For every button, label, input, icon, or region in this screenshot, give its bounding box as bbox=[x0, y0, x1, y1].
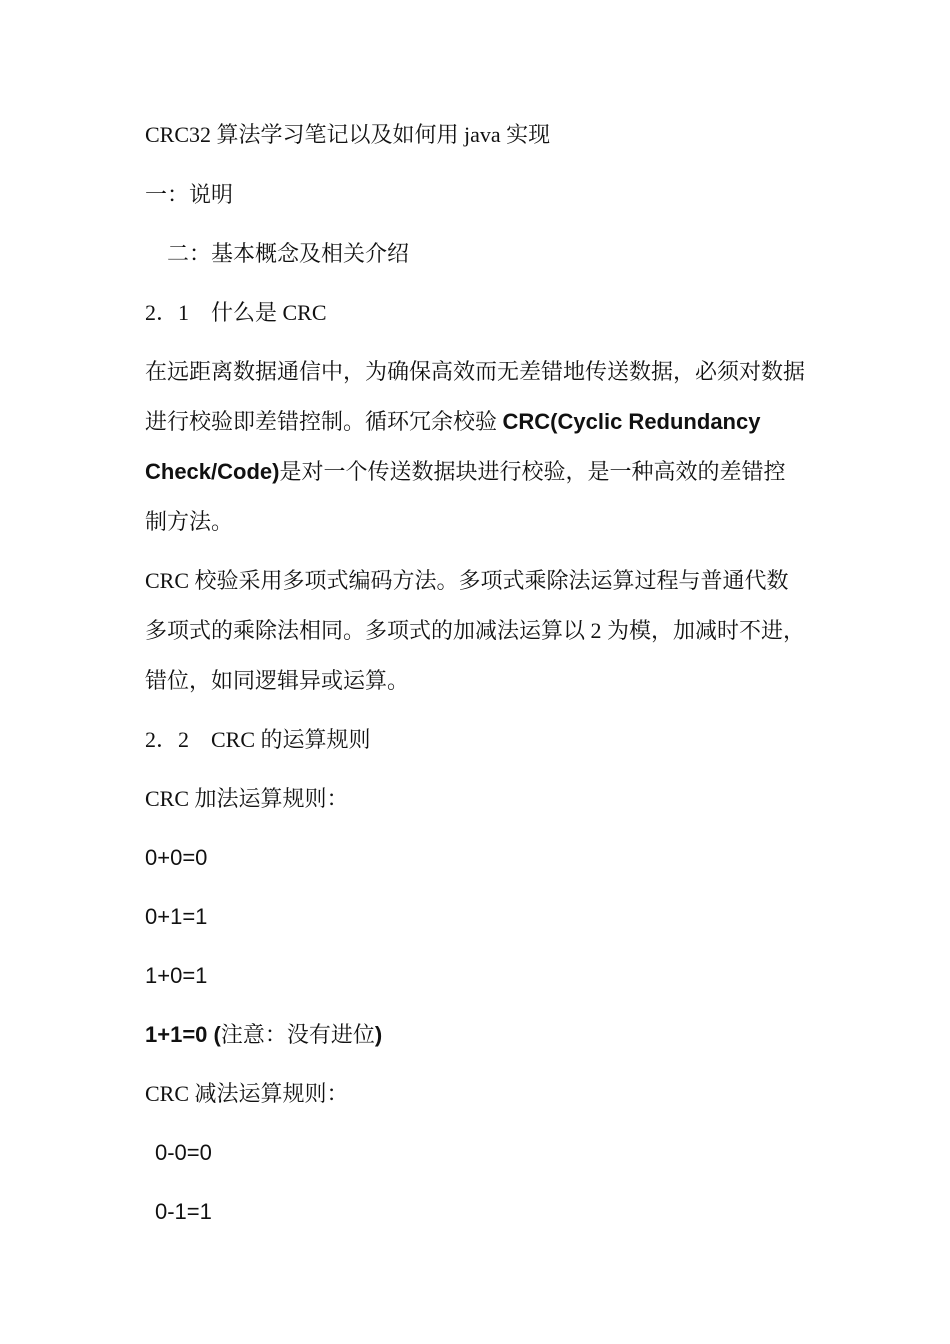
paragraph-1-line-4: 制方法。 bbox=[145, 509, 234, 534]
paragraph-1-line-2-text: 进行校验即差错控制。循环冗余校验 bbox=[145, 409, 503, 434]
subsection-heading-what-is-crc: 2．1 什么是 CRC bbox=[145, 300, 327, 325]
section-heading-description: 一：说明 bbox=[145, 182, 234, 207]
subtraction-rules-heading: CRC 减法运算规则： bbox=[145, 1081, 349, 1106]
paragraph-2-line-2: 多项式的乘除法相同。多项式的加减法运算以 2 为模，加减时不进， bbox=[145, 618, 806, 643]
addition-rule-1: 0+0=0 bbox=[145, 845, 208, 870]
addition-rule-4-expression: 1+1=0 ( bbox=[145, 1022, 221, 1047]
addition-rule-4 bbox=[145, 1020, 382, 1050]
paragraph-1-line-1: 在远距离数据通信中，为确保高效而无差错地传送数据，必须对数据 bbox=[145, 359, 806, 384]
subtraction-rule-1: 0-0=0 bbox=[155, 1140, 212, 1165]
paragraph-1-line-2 bbox=[145, 407, 760, 437]
paragraph-1-line-3 bbox=[145, 457, 786, 487]
paragraph-2-line-3: 错位，如同逻辑异或运算。 bbox=[145, 668, 410, 693]
addition-rule-4-note: 注意：没有进位 bbox=[220, 1022, 375, 1047]
addition-rule-2: 0+1=1 bbox=[145, 904, 208, 929]
paragraph-1-line-3-text: 是对一个传送数据块进行校验，是一种高效的差错控 bbox=[279, 459, 786, 484]
subtraction-rule-2: 0-1=1 bbox=[155, 1199, 212, 1224]
section-heading-basic-concepts: 二：基本概念及相关介绍 bbox=[167, 241, 410, 266]
paragraph-2-line-1: CRC 校验采用多项式编码方法。多项式乘除法运算过程与普通代数 bbox=[145, 568, 789, 593]
subsection-heading-crc-rules: 2．2 CRC 的运算规则 bbox=[145, 727, 371, 752]
addition-rules-heading: CRC 加法运算规则： bbox=[145, 786, 349, 811]
check-code-term-bold: Check/Code) bbox=[145, 459, 280, 484]
addition-rule-4-close-paren: ) bbox=[374, 1022, 383, 1047]
crc-term-bold: CRC(Cyclic Redundancy bbox=[502, 409, 761, 434]
document-title: CRC32 算法学习笔记以及如何用 java 实现 bbox=[145, 122, 551, 147]
addition-rule-3: 1+0=1 bbox=[145, 963, 208, 988]
